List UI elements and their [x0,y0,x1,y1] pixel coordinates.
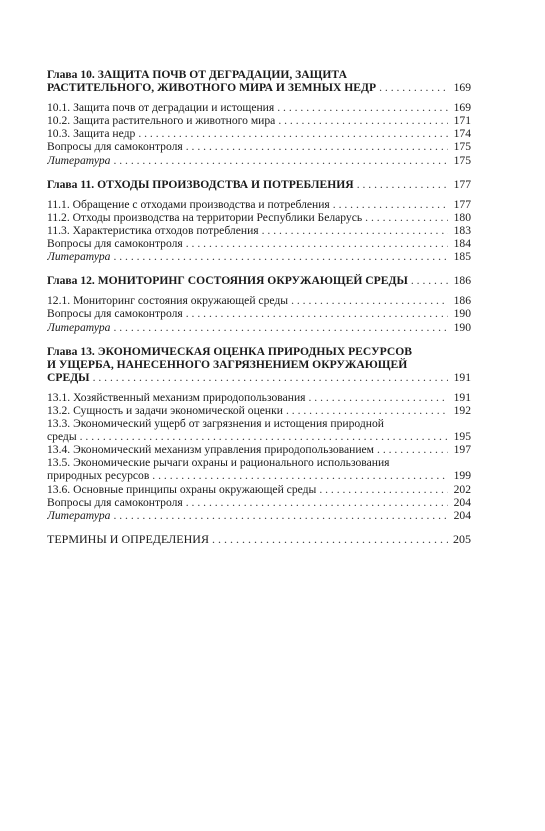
toc-entry-11-3[interactable] [47,224,471,237]
toc-entry-11-questions[interactable] [47,237,471,250]
toc-entry-page: 197 [453,443,471,457]
toc-entry-12-1[interactable] [47,294,471,307]
toc-entry-13-3[interactable] [47,430,471,443]
toc-entry-title: 13.1. Хозяйственный механизм природопользования [47,390,306,404]
toc-entry-page: 190 [453,320,471,334]
dot-leader [93,371,448,384]
toc-entry-13-6[interactable] [47,483,471,496]
toc-entry-13-3-line-1[interactable]: 13.3. Экономический ущерб от загрязнения и истощения природной [47,417,384,431]
dot-leader [286,404,448,417]
chapter-13-page: 191 [453,370,471,384]
toc-entry-13-1[interactable] [47,391,471,404]
dot-leader [113,154,448,167]
toc-entry-13-questions[interactable] [47,496,471,509]
dot-leader [80,430,448,443]
chapter-11-page: 177 [453,177,471,191]
toc-entry-10-questions[interactable] [47,140,471,153]
toc-entry-12-questions[interactable] [47,307,471,320]
toc-entry-page: 180 [453,210,471,224]
toc-entry-title: 11.3. Характеристика отходов потребления [47,223,259,237]
toc-entry-page: 186 [453,294,471,308]
terms-title: ТЕРМИНЫ И ОПРЕДЕЛЕНИЯ [47,532,209,546]
dot-leader [262,224,448,237]
toc-entry-10-3[interactable] [47,127,471,140]
dot-leader [277,101,448,114]
dot-leader [113,509,448,522]
dot-leader [186,237,448,250]
chapter-12-heading[interactable] [47,274,471,287]
toc-entry-title: 13.4. Экономический механизм управления природопользованием [47,443,375,457]
toc-entry-title: 13.2. Сущность и задачи экономической оценки [47,403,283,417]
toc-entry-page: 204 [453,495,471,509]
chapter-13-heading[interactable] [47,371,471,384]
toc-entry-page: 195 [453,430,471,444]
toc-entry-title: Вопросы для самоконтроля [47,237,183,251]
chapter-10-page: 169 [453,81,471,95]
toc-entry-page: 177 [453,197,471,211]
toc-entry-page: 185 [453,250,471,264]
toc-entry-title: Вопросы для самоконтроля [47,307,183,321]
toc-entry-13-5-line-1[interactable]: 13.5. Экономические рычаги охраны и рационального использования [47,456,390,470]
dot-leader [291,294,448,307]
toc-entry-11-1[interactable] [47,198,471,211]
dot-leader [319,483,448,496]
chapter-10-heading[interactable] [47,81,471,94]
dot-leader [309,391,449,404]
toc-entry-title: среды [47,430,77,444]
toc-entry-11-2[interactable] [47,211,471,224]
dot-leader [411,274,448,287]
toc-entry-title: 12.1. Мониторинг состояния окружающей среды [47,294,289,308]
dot-leader [186,496,448,509]
dot-leader [278,114,448,127]
toc-entry-title: Литература [47,153,111,167]
toc-entry-title: 10.3. Защита недр [47,127,136,141]
chapter-12-title: Глава 12. МОНИТОРИНГ СОСТОЯНИЯ ОКРУЖАЮЩЕЙ СРЕДЫ [47,274,408,288]
toc-entry-page: 169 [453,101,471,115]
chapter-13-title-line-2[interactable]: И УЩЕРБА, НАНЕСЕННОГО ЗАГРЯЗНЕНИЕМ ОКРУЖАЮЩЕЙ [47,357,408,371]
chapter-11-heading[interactable] [47,178,471,191]
dot-leader [113,321,448,334]
toc-entry-10-2[interactable] [47,114,471,127]
toc-entry-13-2[interactable] [47,404,471,417]
toc-entry-13-5[interactable] [47,469,471,482]
toc-entry-page: 175 [453,153,471,167]
toc-entry-title: Вопросы для самоконтроля [47,495,183,509]
toc-entry-13-4[interactable] [47,443,471,456]
dot-leader [152,469,448,482]
toc-entry-page: 184 [453,237,471,251]
chapter-10-title-line-1[interactable]: Глава 10. ЗАЩИТА ПОЧВ ОТ ДЕГРАДАЦИИ, ЗАЩИТА [47,68,347,81]
toc-entry-terms[interactable] [47,533,471,546]
toc-entry-page: 175 [453,140,471,154]
dot-leader [357,178,448,191]
toc-entry-13-literature[interactable] [47,509,471,522]
toc-entry-11-literature[interactable] [47,250,471,263]
toc-entry-title: Литература [47,250,111,264]
table-of-contents [47,68,471,546]
toc-entry-page: 191 [453,390,471,404]
toc-entry-page: 171 [453,114,471,128]
toc-entry-page: 199 [453,469,471,483]
dot-leader [186,307,448,320]
toc-entry-page: 204 [453,508,471,522]
toc-entry-title: природных ресурсов [47,469,150,483]
toc-entry-title: 13.6. Основные принципы охраны окружающей среды [47,482,317,496]
toc-entry-title: 10.1. Защита почв от деградации и истощения [47,101,275,115]
toc-entry-title: 11.1. Обращение с отходами производства и потребления [47,197,330,211]
dot-leader [186,140,448,153]
dot-leader [138,127,448,140]
dot-leader [333,198,448,211]
toc-entry-title: 11.2. Отходы производства на территории Республики Беларусь [47,210,363,224]
toc-entry-title: Вопросы для самоконтроля [47,140,183,154]
dot-leader [377,443,448,456]
dot-leader [365,211,448,224]
dot-leader [113,250,448,263]
toc-entry-10-literature[interactable] [47,154,471,167]
toc-entry-title: Литература [47,508,111,522]
chapter-13-title-line-1[interactable]: Глава 13. ЭКОНОМИЧЕСКАЯ ОЦЕНКА ПРИРОДНЫХ РЕСУРСОВ [47,344,412,358]
toc-entry-12-literature[interactable] [47,321,471,334]
toc-entry-title: 10.2. Защита растительного и животного мира [47,114,276,128]
toc-entry-page: 183 [453,223,471,237]
terms-page: 205 [453,531,471,546]
toc-entry-page: 190 [453,307,471,321]
toc-entry-page: 174 [453,127,471,141]
toc-entry-page: 202 [453,482,471,496]
toc-entry-page: 192 [453,403,471,417]
dot-leader [212,533,448,546]
chapter-13-title-line-3: СРЕДЫ [47,370,90,384]
dot-leader [379,81,448,94]
chapter-10-title-line-2: РАСТИТЕЛЬНОГО, ЖИВОТНОГО МИРА И ЗЕМНЫХ НЕДР [47,81,377,95]
toc-entry-title: Литература [47,320,111,334]
toc-entry-10-1[interactable] [47,101,471,114]
chapter-11-title: Глава 11. ОТХОДЫ ПРОИЗВОДСТВА И ПОТРЕБЛЕНИЯ [47,177,354,191]
chapter-12-page: 186 [453,274,471,288]
